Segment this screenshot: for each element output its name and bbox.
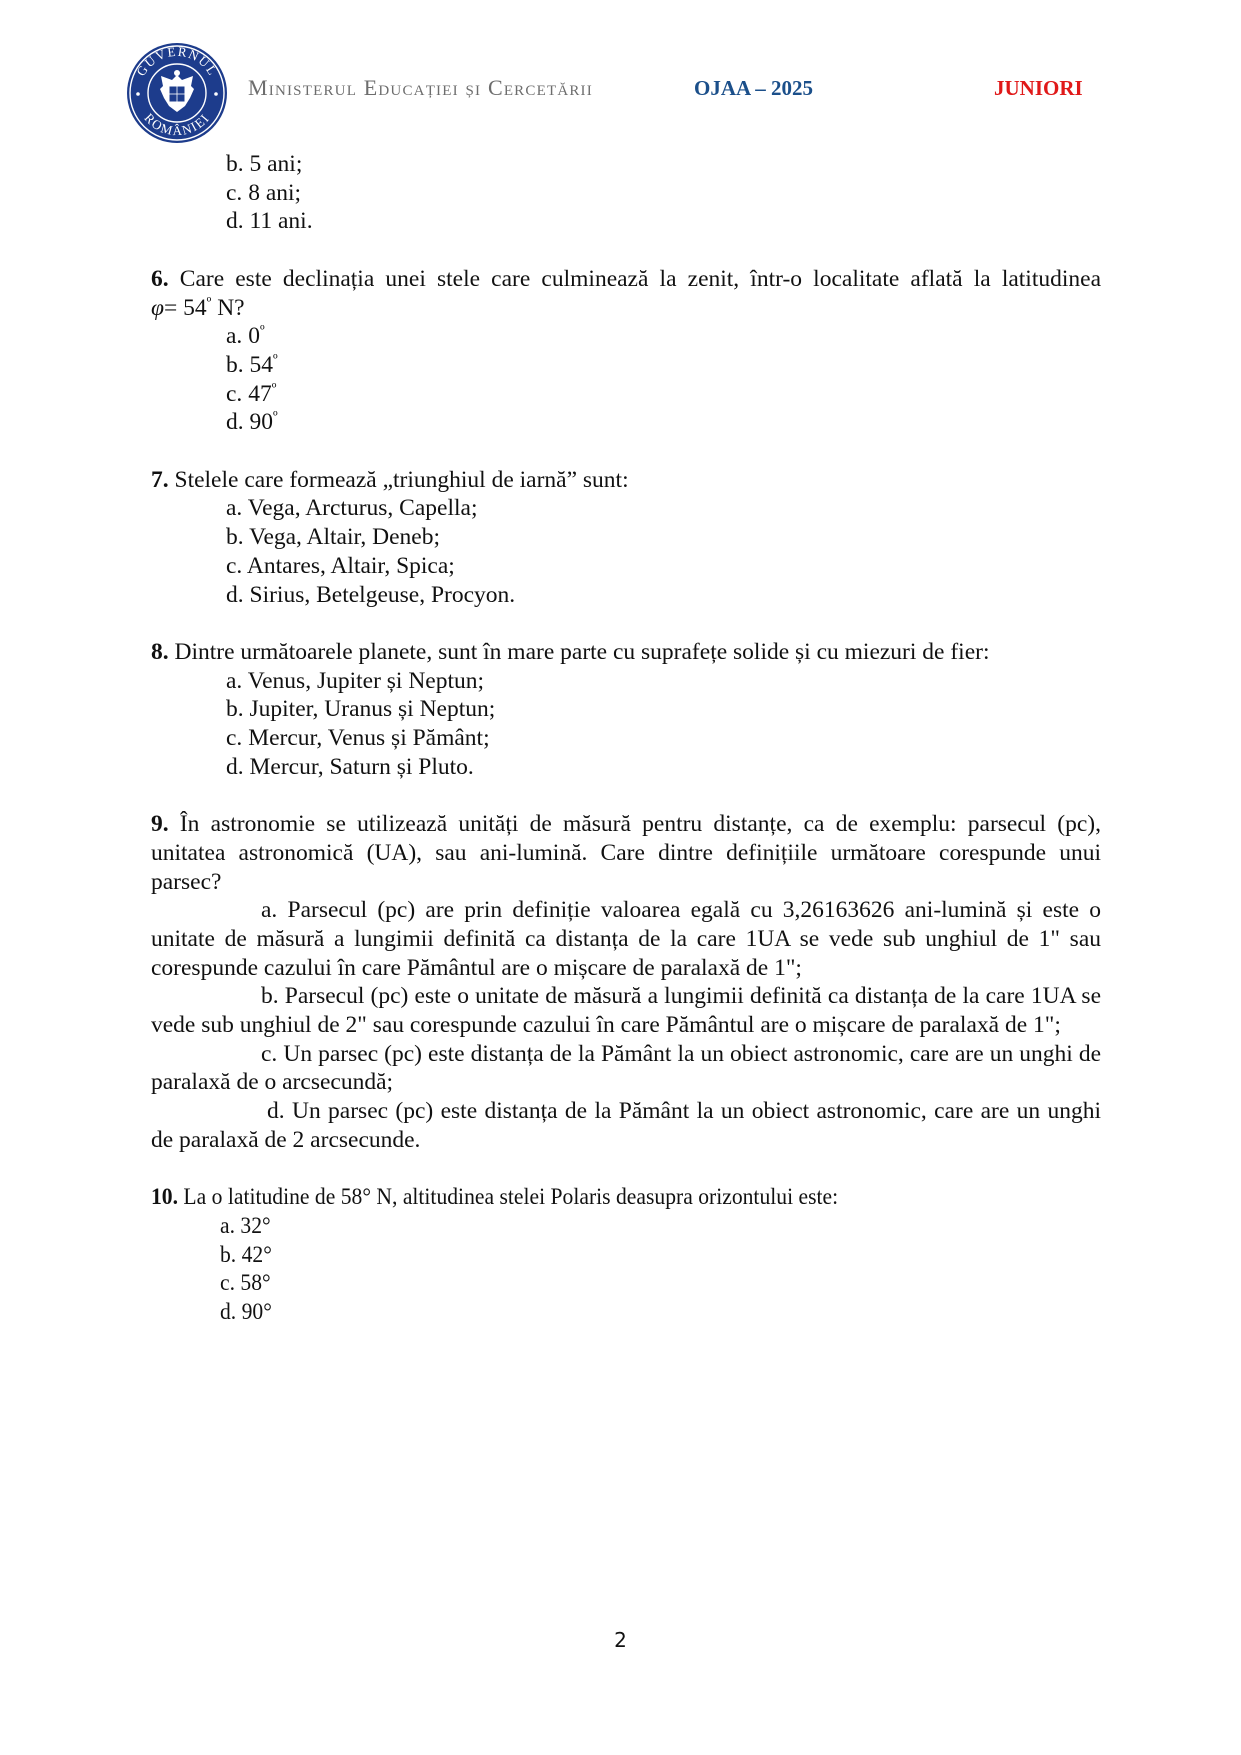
option-d: d. $90^º$: [226, 409, 278, 436]
option-a: a. $0^º$: [226, 323, 265, 350]
question-text-continued: $\varphi= 54^º$ N?: [151, 294, 245, 321]
level-label: JUNIORI: [994, 76, 1083, 100]
option-a: a. Venus, Jupiter și Neptun;: [226, 667, 485, 694]
question-10: [151, 1183, 1101, 1327]
question-5-continuation: [151, 150, 1101, 236]
option-b: b. Jupiter, Uranus și Neptun;: [226, 696, 496, 723]
option-a: a. Vega, Arcturus, Capella;: [226, 495, 478, 522]
option-c: c. Antares, Altair, Spica;: [226, 552, 455, 579]
option-b: b. 5 ani;: [226, 151, 303, 177]
question-number: 7.: [151, 466, 169, 493]
question-text: 10. La o latitudine de 58° N, altitudinea stelei Polaris deasupra orizontului este:: [151, 1184, 839, 1211]
option-c: c. $47^º$: [226, 380, 277, 407]
question-9: [151, 810, 1101, 1154]
ministry-name: Ministerul Educației și Cercetării: [248, 75, 593, 100]
exam-title: OJAA – 2025: [694, 76, 814, 100]
option-a: a. Parsecul (pc) are prin definiție valoarea egală cu 3,26163626 ani-lumină și este o unitate de măsură a lungimii definită ca distanța de la care 1UA se vede sub unghiul de 1" sau corespunde cazului în care Pământul are o mișcare de paralaxă de 1";: [151, 897, 1101, 981]
question-text: 6. Care este declinația unei stele care culminează la zenit, într-o localitate aflată la latitudinea: [151, 265, 1102, 292]
option-d: d. Sirius, Betelgeuse, Procyon.: [226, 581, 516, 608]
option-d: d. 90°: [220, 1299, 272, 1326]
option-c: c. 58°: [220, 1270, 271, 1297]
question-text: 9. În astronomie se utilizează unități de măsură pentru distanțe, ca de exemplu: parsecul (pc), unitatea astronomică (UA), sau ani-lumină. Care dintre definițiile următoare corespunde unui parsec?: [151, 811, 1102, 895]
question-8: [151, 638, 1101, 782]
seal-text-top: GUVERNUL: [133, 43, 221, 79]
option-c: c. 8 ani;: [226, 179, 302, 206]
option-a: a. 32°: [220, 1212, 271, 1239]
question-text: 7. Stelele care formează „triunghiul de iarnă” sunt:: [151, 466, 629, 493]
option-c: c. Mercur, Venus și Pământ;: [226, 725, 490, 752]
question-7: [151, 466, 1101, 610]
option-d: d. Mercur, Saturn și Pluto.: [226, 753, 474, 780]
option-d: d. Un parsec (pc) este distanța de la Pământ la un obiect astronomic, care are un unghi de paralaxă de 2 arcsecunde.: [151, 1098, 1102, 1153]
option-c: c. Un parsec (pc) este distanța de la Pământ la un obiect astronomic, care are un unghi de paralaxă de o arcsecundă;: [151, 1040, 1101, 1096]
question-6: [151, 265, 1101, 437]
option-b: b. $54^º$: [226, 351, 278, 378]
government-seal-icon: [124, 42, 230, 144]
option-b: b. Vega, Altair, Deneb;: [226, 524, 440, 551]
exam-content: [151, 150, 1101, 1327]
option-d: d. 11 ani.: [226, 208, 313, 235]
option-b: b. 42°: [220, 1241, 272, 1268]
question-number: 8.: [151, 638, 169, 665]
page-number: 2: [614, 1628, 627, 1652]
question-number: 6.: [151, 265, 169, 292]
question-number: 9.: [151, 811, 169, 838]
seal-text-bottom: ROMÂNIEI: [141, 110, 213, 139]
question-number: 10.: [151, 1184, 179, 1211]
option-b: b. Parsecul (pc) este o unitate de măsură a lungimii definită ca distanța de la care 1UA se vede sub unghiul de 2" sau corespunde cazului în care Pământul are o mișcare de paralaxă de 1";: [151, 983, 1102, 1039]
question-text: 8. Dintre următoarele planete, sunt în mare parte cu suprafețe solide și cu miezuri de fier:: [151, 638, 990, 665]
